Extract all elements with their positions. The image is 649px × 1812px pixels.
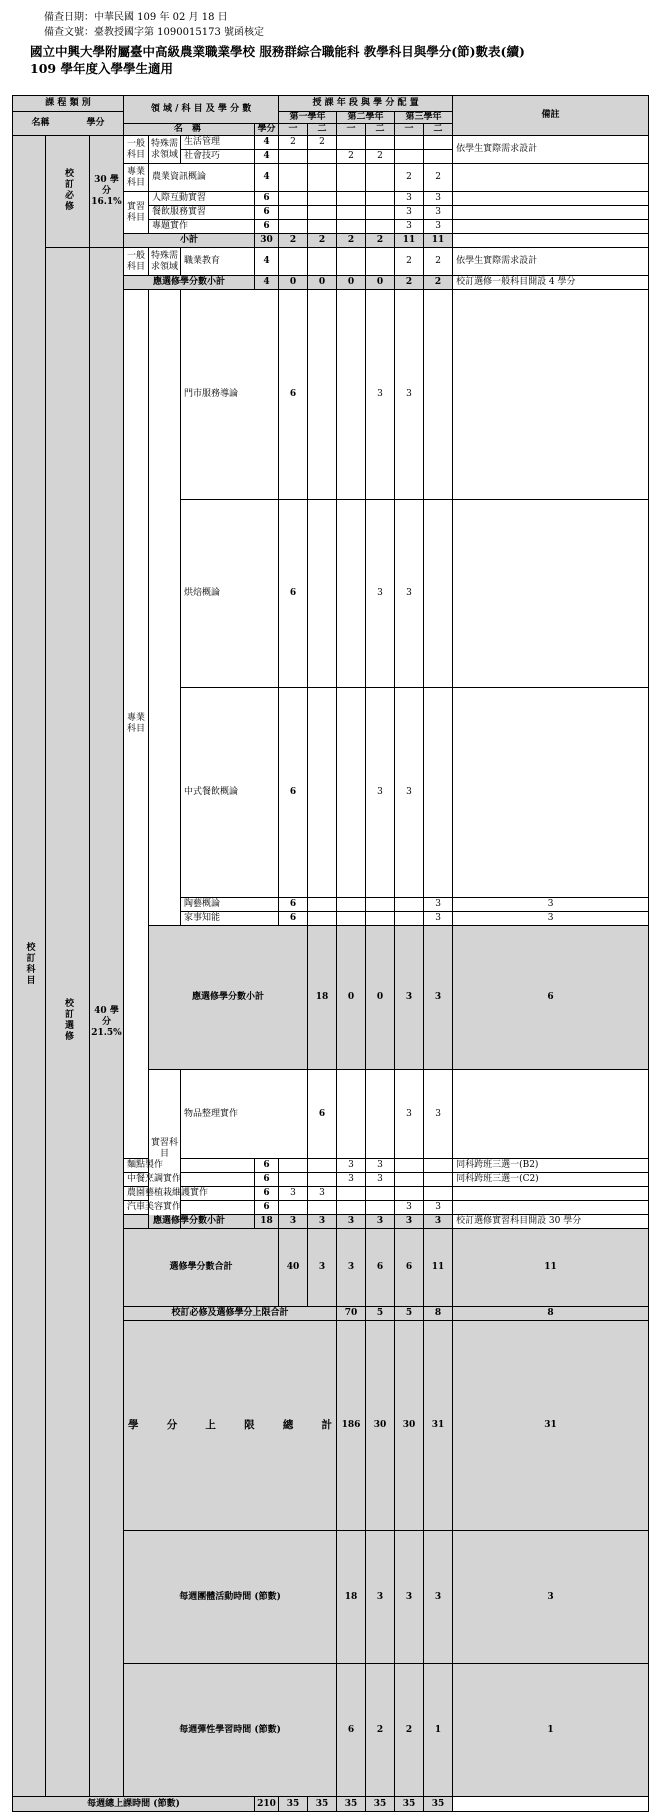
approval-date: 備查日期：中華民國 109 年 02 月 18 日 [44,12,228,23]
credit-cell: 3 [395,1070,424,1159]
course-name: 生活管理 [181,136,255,150]
header-remark: 備註 [453,96,649,136]
header-semester: 二 [308,124,337,136]
credit-cell [366,1070,395,1159]
credit-cell: 30 [395,1321,424,1531]
credit-cell: 3 [279,1215,308,1229]
credit-cell: 3 [308,1187,337,1201]
course-credits: 6 [279,912,308,926]
remark: 依學生實際需求設計 [453,248,649,276]
section-elective: 校訂選修 [46,248,90,1797]
credit-cell: 3 [395,220,424,234]
course-name: 社會技巧 [181,150,255,164]
credit-cell: 3 [424,1201,453,1215]
credit-cell: 3 [424,192,453,206]
credit-cell [337,912,366,926]
credit-cell [395,1159,424,1173]
credit-cell: 3 [453,1531,649,1664]
credit-cell [308,290,337,500]
credit-cell: 3 [424,206,453,220]
credit-cell: 35 [366,1797,395,1812]
credit-cell [337,1201,366,1215]
header-name: 名稱 [31,118,50,128]
course-credits: 6 [308,1070,337,1159]
credit-cell [453,500,649,688]
credit-cell: 31 [453,1321,649,1531]
credit-cell: 2 [279,234,308,248]
credit-cell: 3 [366,1531,395,1664]
subtotal-label: 應選修學分數小計 [124,276,255,290]
credit-cell [366,912,395,926]
credit-cell: 2 [424,164,453,192]
course-credits: 4 [255,164,279,192]
credit-cell [395,912,424,926]
credit-cell [337,1187,366,1201]
credit-cell: 2 [424,248,453,276]
credit-cell: 2 [337,234,366,248]
credit-cell: 0 [279,276,308,290]
credit-cell: 2 [308,136,337,150]
credit-cell [337,220,366,234]
course-name: 中餐烹調實作 [124,1173,255,1187]
header-course-name: 名 稱 [124,124,255,136]
credit-cell: 3 [337,1173,366,1187]
header-year-2: 第二學年 [337,112,395,124]
flexible-learning-label: 每週彈性學習時間 (節數) [124,1664,337,1797]
credit-cell: 6 [395,1229,424,1307]
credit-cell [279,192,308,206]
course-name: 餐飲服務實習 [149,206,255,220]
credit-cell: 1 [424,1664,453,1797]
credit-cell: 6 [366,1229,395,1307]
category-professional: 專業科目 [124,164,149,192]
credit-cell [424,688,453,898]
section-required-credits: 30 學分 16.1% [90,136,124,248]
header-semester: 一 [395,124,424,136]
credit-cell: 3 [395,926,424,1070]
course-credits: 6 [255,220,279,234]
credit-cell [424,290,453,500]
credit-cell [337,136,366,150]
course-name: 農業資訊概論 [149,164,255,192]
credit-cell: 3 [337,1159,366,1173]
credit-cell: 6 [453,926,649,1070]
credit-cell [395,1173,424,1187]
credit-cell [308,1173,337,1187]
credit-cell: 35 [424,1797,453,1812]
credit-cell [279,220,308,234]
credit-cell: 3 [424,898,453,912]
credit-cell [453,688,649,898]
credit-cell: 3 [279,1187,308,1201]
credit-cell [308,898,337,912]
subtotal-credits: 4 [255,276,279,290]
credit-cell [337,248,366,276]
credit-cell: 35 [308,1797,337,1812]
credit-cell: 3 [395,1215,424,1229]
credit-cell: 3 [395,1201,424,1215]
category-special-needs: 特殊需求領域 [149,136,181,164]
credit-cell [366,1201,395,1215]
credit-cell [395,898,424,912]
credit-cell [424,1159,453,1173]
document-subtitle: 109 學年度入學學生適用 [30,61,173,76]
document-header [0,0,640,77]
credit-cell: 2 [337,150,366,164]
credit-cell [279,1173,308,1187]
header-semester: 二 [424,124,453,136]
course-credits: 6 [279,500,308,688]
remark: 校訂選修一般科目開設 4 學分 [453,276,649,290]
credit-cell: 3 [395,290,424,500]
course-name: 汽車美容實作 [124,1201,255,1215]
credit-cell: 3 [424,926,453,1070]
credit-cell: 3 [424,220,453,234]
category-general: 一般科目 [124,136,149,164]
subtotal-credits: 70 [337,1307,366,1321]
course-name: 麵點製作 [124,1159,255,1173]
header-category: 課 程 類 別 [13,96,124,112]
course-name: 物品整理實作 [181,1070,308,1159]
credit-cell [395,136,424,150]
course-credits: 6 [255,192,279,206]
credit-cell [337,898,366,912]
credit-cell: 3 [453,912,649,926]
credit-cell: 3 [424,1070,453,1159]
credit-cell: 5 [366,1307,395,1321]
credit-cell [366,898,395,912]
credit-cell: 11 [395,234,424,248]
remark: 校訂選修實習科目開設 30 學分 [453,1215,649,1229]
credit-cell: 35 [395,1797,424,1812]
subtotal-credits: 18 [255,1215,279,1229]
credit-cell [279,206,308,220]
course-credits: 6 [255,1159,279,1173]
grand-total-label: 學 分 上 限 總 計 [124,1321,337,1531]
grand-total-credits: 186 [337,1321,366,1531]
course-credits: 6 [279,688,308,898]
course-name: 專題實作 [149,220,255,234]
credit-cell [308,164,337,192]
subtotal-credits: 30 [255,234,279,248]
credit-cell: 3 [453,898,649,912]
approval-doc-number: 備查文號：臺教授國字第 1090015173 號函核定 [44,27,264,38]
course-credits: 6 [255,1187,279,1201]
course-name: 陶藝概論 [181,898,279,912]
credit-cell: 3 [395,500,424,688]
header-schedule: 授 課 年 段 與 學 分 配 置 [279,96,453,112]
credit-cell: 3 [337,1215,366,1229]
header-semester: 一 [337,124,366,136]
course-credits: 6 [255,1201,279,1215]
credit-cell [453,1070,649,1159]
credit-cell [366,136,395,150]
credit-cell: 3 [424,912,453,926]
course-credits: 6 [279,290,308,500]
subtotal-label: 校訂必修及選修學分上限合計 [124,1307,337,1321]
credit-cell [308,500,337,688]
credit-cell: 3 [366,500,395,688]
subtotal-credits: 40 [279,1229,308,1307]
credit-cell [308,688,337,898]
flexible-learning-credits: 6 [337,1664,366,1797]
credit-cell [308,1201,337,1215]
header-course-credits: 學分 [255,124,279,136]
credit-cell [279,164,308,192]
course-name: 職業教育 [181,248,255,276]
course-name: 農園藝植栽維護實作 [124,1187,255,1201]
credit-cell: 3 [395,192,424,206]
credit-cell [366,248,395,276]
category-general: 一般科目 [124,248,149,276]
credit-cell: 0 [308,276,337,290]
credit-cell [424,500,453,688]
course-credits: 4 [255,136,279,150]
credit-cell [279,150,308,164]
remark: 依學生實際需求設計 [453,136,649,164]
credit-cell [424,136,453,150]
credit-cell [308,150,337,164]
credit-cell: 3 [366,1173,395,1187]
category-professional: 專業科目 [124,290,149,1159]
credit-cell: 2 [366,150,395,164]
group-activity-credits: 18 [337,1531,366,1664]
credit-cell: 2 [395,276,424,290]
credit-cell: 3 [366,688,395,898]
credit-cell: 3 [424,1215,453,1229]
credit-cell [308,1159,337,1173]
credit-cell [308,192,337,206]
weekly-hours-label: 每週總上課時間 (節數) [13,1797,255,1812]
credit-cell: 30 [366,1321,395,1531]
credit-cell [395,150,424,164]
header-domain: 領 域 / 科 目 及 學 分 數 [124,96,279,124]
credit-cell: 11 [424,234,453,248]
subtotal-credits: 18 [308,926,337,1070]
credit-cell [366,164,395,192]
category-practical: 實習科目 [149,1070,181,1229]
credit-cell: 1 [453,1664,649,1797]
course-credits: 6 [255,1173,279,1187]
header-semester: 一 [279,124,308,136]
credit-cell [337,164,366,192]
credit-cell [279,1159,308,1173]
weekly-hours-total: 210 [255,1797,279,1812]
credit-cell [366,192,395,206]
credit-cell [424,150,453,164]
curriculum-table [12,95,649,1812]
remark: 同科跨班三選一(C2) [453,1173,649,1187]
header-credits: 學分 [86,118,105,128]
credit-cell: 0 [337,276,366,290]
credit-cell [279,248,308,276]
credit-cell: 8 [424,1307,453,1321]
credit-cell: 2 [395,164,424,192]
credit-cell [337,1070,366,1159]
credit-cell [337,192,366,206]
credit-cell: 31 [424,1321,453,1531]
course-credits: 6 [255,206,279,220]
credit-cell: 11 [424,1229,453,1307]
credit-cell [279,1201,308,1215]
credit-cell [308,912,337,926]
credit-cell: 2 [395,248,424,276]
header-year-1: 第一學年 [279,112,337,124]
credit-cell: 2 [279,136,308,150]
credit-cell: 35 [337,1797,366,1812]
credit-cell: 2 [395,1664,424,1797]
credit-cell: 0 [366,926,395,1070]
category-special-needs: 特殊需求領域 [149,248,181,276]
credit-cell: 3 [424,1531,453,1664]
section-elective-credits: 40 學分 21.5% [90,248,124,1797]
section-school-subjects: 校訂科目 [13,136,46,1797]
course-name: 烘焙概論 [181,500,279,688]
credit-cell: 2 [366,234,395,248]
remark: 同科跨班三選一(B2) [453,1159,649,1173]
subtotal-label: 選修學分數合計 [124,1229,279,1307]
credit-cell: 3 [308,1215,337,1229]
credit-cell [395,1187,424,1201]
course-name: 中式餐飲概論 [181,688,279,898]
credit-cell [308,206,337,220]
credit-cell [308,248,337,276]
credit-cell [337,290,366,500]
credit-cell: 2 [308,234,337,248]
credit-cell: 2 [424,276,453,290]
credit-cell: 3 [308,1229,337,1307]
credit-cell: 3 [395,1531,424,1664]
header-year-3: 第三學年 [395,112,453,124]
credit-cell: 8 [453,1307,649,1321]
credit-cell: 0 [366,276,395,290]
subtotal-label: 應選修學分數小計 [149,926,308,1070]
credit-cell [366,220,395,234]
credit-cell: 3 [366,1215,395,1229]
category-practical: 實習科目 [124,192,149,234]
group-activity-label: 每週團體活動時間 (節數) [124,1531,337,1664]
document-title: 國立中興大學附屬臺中高級農業職業學校 服務群綜合職能科 教學科目與學分(節)數表(續) [30,44,525,59]
credit-cell [337,688,366,898]
credit-cell [366,1187,395,1201]
credit-cell: 3 [366,1159,395,1173]
course-credits: 4 [255,150,279,164]
credit-cell [337,206,366,220]
credit-cell [424,1173,453,1187]
credit-cell: 3 [366,290,395,500]
credit-cell [453,290,649,500]
credit-cell [366,206,395,220]
credit-cell: 3 [395,688,424,898]
credit-cell: 2 [366,1664,395,1797]
section-required: 校訂必修 [46,136,90,248]
credit-cell: 3 [337,1229,366,1307]
credit-cell [424,1187,453,1201]
subtotal-label: 小計 [124,234,255,248]
credit-cell: 0 [337,926,366,1070]
credit-cell: 35 [279,1797,308,1812]
credit-cell: 5 [395,1307,424,1321]
subtotal-label: 應選修學分數小計 [124,1215,255,1229]
course-credits: 4 [255,248,279,276]
course-name: 門市服務導論 [181,290,279,500]
credit-cell [308,220,337,234]
course-name: 家事知能 [181,912,279,926]
header-semester: 二 [366,124,395,136]
credit-cell: 3 [395,206,424,220]
credit-cell: 11 [453,1229,649,1307]
course-name: 人際互動實習 [149,192,255,206]
credit-cell [337,500,366,688]
course-credits: 6 [279,898,308,912]
